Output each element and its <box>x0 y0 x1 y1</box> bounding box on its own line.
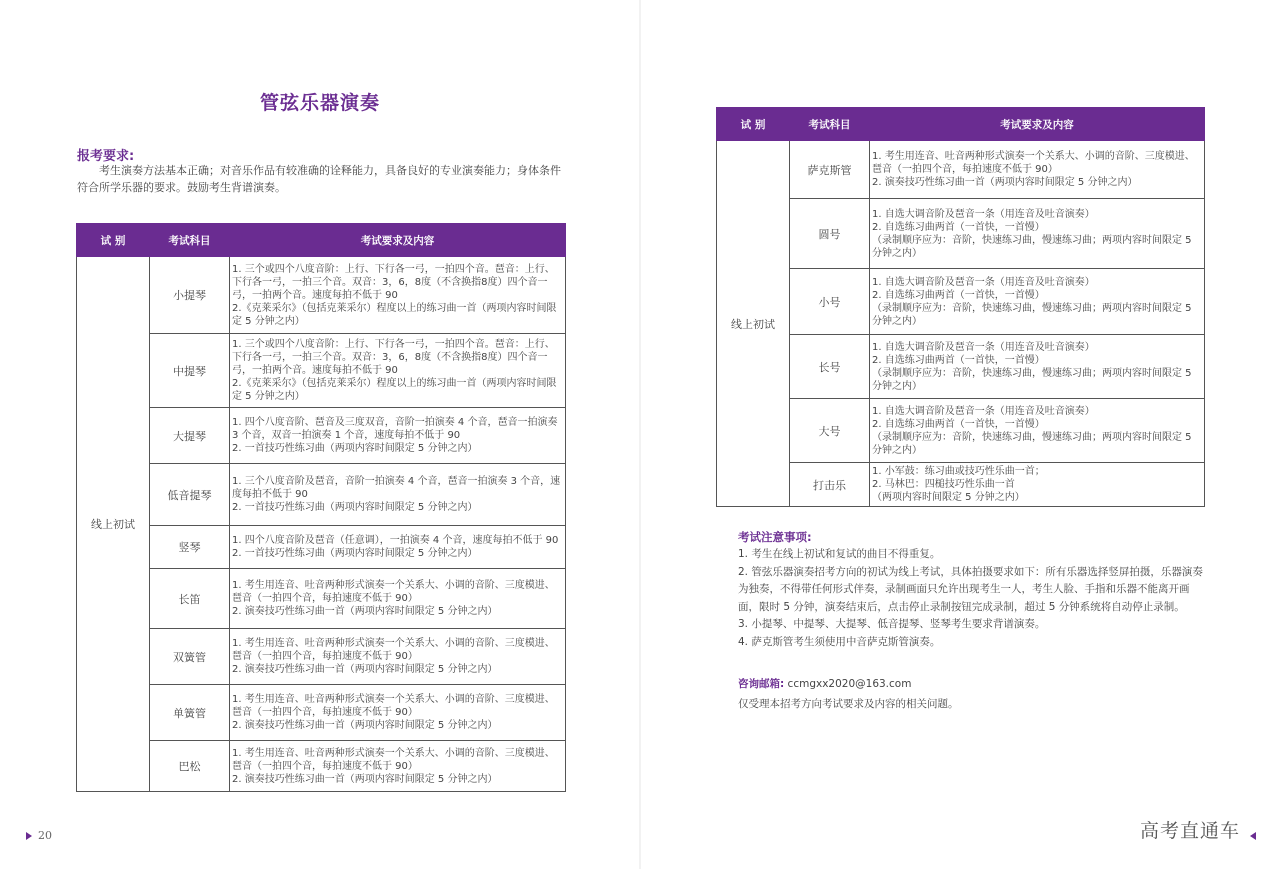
content-cell <box>230 526 566 569</box>
content-cell <box>230 629 566 685</box>
table-row <box>717 463 1205 507</box>
notes-list <box>738 546 1208 651</box>
table-row <box>77 334 566 408</box>
content-cell <box>870 399 1205 463</box>
subject-cell: 单簧管 <box>150 685 230 741</box>
subject-cell: 打击乐 <box>790 463 870 507</box>
subject-cell: 圆号 <box>790 199 870 269</box>
triangle-marker-icon <box>1250 832 1256 840</box>
content-cell <box>230 334 566 408</box>
note-item: 2. 管弦乐器演奏招考方向的初试为线上考试，具体拍摄要求如下：所有乐器选择竖屏拍摄，乐器演奏为独奏，不得带任何形式伴奏，录制画面只允许出现考生一人，考生人脸、手指和乐器不能离开画面，限时 5 分钟，演奏结束后，点击停止录制按钮完成录制，超过 5 分钟系统将自动停止录制。 <box>738 565 1203 613</box>
content-line: 1. 考生用连音、吐音两种形式演奏一个关系大、小调的音阶、三度模进、琶音（一拍四个音，每拍速度不低于 90） <box>232 747 555 772</box>
content-line: 1. 考生用连音、吐音两种形式演奏一个关系大、小调的音阶、三度模进、琶音（一拍四个音，每拍速度不低于 90） <box>232 580 555 604</box>
content-cell <box>230 408 566 464</box>
table-row <box>77 464 566 526</box>
content-line: （录制顺序应为：音阶，快速练习曲，慢速练习曲；两项内容时间限定 5 分钟之内） <box>872 234 1192 259</box>
content-line: （录制顺序应为：音阶，快速练习曲，慢速练习曲；两项内容时间限定 5 分钟之内） <box>872 431 1192 456</box>
content-line: 2.《克莱采尔》（包括克莱采尔）程度以上的练习曲一首（两项内容时间限定 5 分钟之内） <box>232 378 557 402</box>
table-row <box>717 269 1205 335</box>
content-line: 2. 演奏技巧性练习曲一首（两项内容时间限定 5 分钟之内） <box>232 664 498 675</box>
content-cell <box>230 257 566 334</box>
notes-heading: 考试注意事项: <box>738 530 812 544</box>
subject-cell: 竖琴 <box>150 526 230 569</box>
table-row <box>717 335 1205 399</box>
content-cell <box>870 463 1205 507</box>
subject-cell: 双簧管 <box>150 629 230 685</box>
requirements-heading: 报考要求: <box>77 149 135 164</box>
content-line: 2. 演奏技巧性练习曲一首（两项内容时间限定 5 分钟之内） <box>872 177 1138 188</box>
content-line: 1. 四个八度音阶及琶音（任意调），一拍演奏 4 个音，速度每拍不低于 90 <box>232 535 559 546</box>
content-line: 1. 三个八度音阶及琶音，音阶一拍演奏 4 个音，琶音一拍演奏 3 个音，速度每拍不低于 90 <box>232 476 561 500</box>
exam-table-right <box>716 107 1205 507</box>
table-row <box>77 685 566 741</box>
table-row <box>77 526 566 569</box>
content-line: 2. 演奏技巧性练习曲一首（两项内容时间限定 5 分钟之内） <box>232 720 498 731</box>
contact-line <box>738 676 911 691</box>
content-line: 2. 演奏技巧性练习曲一首（两项内容时间限定 5 分钟之内） <box>232 773 498 785</box>
content-cell <box>870 335 1205 399</box>
subject-cell: 大号 <box>790 399 870 463</box>
content-line: 1. 自选大调音阶及琶音一条（用连音及吐音演奏） <box>872 341 1095 353</box>
content-line: 2. 演奏技巧性练习曲一首（两项内容时间限定 5 分钟之内） <box>232 606 498 617</box>
content-cell <box>870 199 1205 269</box>
page-number <box>26 829 52 842</box>
content-line: 2. 马林巴：四槌技巧性乐曲一首 <box>872 479 1015 490</box>
contact-label: 咨询邮箱: <box>738 678 785 690</box>
subject-cell: 萨克斯管 <box>790 141 870 199</box>
content-line: 2. 自选练习曲两首（一首快，一首慢） <box>872 289 1045 301</box>
content-line: （录制顺序应为：音阶，快速练习曲，慢速练习曲；两项内容时间限定 5 分钟之内） <box>872 302 1192 327</box>
content-line: 1. 自选大调音阶及琶音一条（用连音及吐音演奏） <box>872 208 1095 220</box>
content-line: 1. 考生用连音、吐音两种形式演奏一个关系大、小调的音阶、三度模进、琶音（一拍四个音，每拍速度不低于 90） <box>232 638 555 662</box>
note-item: 4. 萨克斯管考生须使用中音萨克斯管演奏。 <box>738 635 941 648</box>
note-item: 1. 考生在线上初试和复试的曲目不得重复。 <box>738 548 941 560</box>
content-line: 1. 考生用连音、吐音两种形式演奏一个关系大、小调的音阶、三度模进、琶音（一拍四个音，每拍速度不低于 90） <box>232 694 555 718</box>
header-content: 考试要求及内容 <box>870 108 1205 141</box>
content-line: 1. 自选大调音阶及琶音一条（用连音及吐音演奏） <box>872 276 1095 288</box>
table-row <box>77 408 566 464</box>
table-row <box>717 199 1205 269</box>
page-number-text: 20 <box>38 829 52 842</box>
subject-cell: 长号 <box>790 335 870 399</box>
content-cell <box>870 141 1205 199</box>
content-line: 1. 小军鼓：练习曲或技巧性乐曲一首； <box>872 466 1045 477</box>
content-line: 1. 自选大调音阶及琶音一条（用连音及吐音演奏） <box>872 405 1095 417</box>
content-line: （录制顺序应为：音阶，快速练习曲，慢速练习曲；两项内容时间限定 5 分钟之内） <box>872 367 1192 392</box>
content-line: 1. 三个或四个八度音阶：上行、下行各一弓，一拍四个音。琶音：上行、下行各一弓，一拍三个音。双音：3，6，8度（不含换指8度）四个音一弓，一拍两个音。速度每拍不低于 90 <box>232 339 555 376</box>
subject-cell: 巴松 <box>150 741 230 792</box>
table-header-row <box>77 224 566 257</box>
table-row <box>77 569 566 629</box>
header-round: 试 别 <box>77 224 150 257</box>
table-row <box>717 399 1205 463</box>
content-line: 2. 一首技巧性练习曲（两项内容时间限定 5 分钟之内） <box>232 502 478 513</box>
table-row <box>77 741 566 792</box>
page-title: 管弦乐器演奏 <box>259 92 380 114</box>
header-subject: 考试科目 <box>790 108 870 141</box>
content-line: 1. 四个八度音阶、琶音及三度双音，音阶一拍演奏 4 个音，琶音一拍演奏 3 个音，双音一拍演奏 1 个音，速度每拍不低于 90 <box>232 417 558 441</box>
subject-cell: 小提琴 <box>150 257 230 334</box>
content-line: 2. 自选练习曲两首（一首快，一首慢） <box>872 221 1045 233</box>
subject-cell: 大提琴 <box>150 408 230 464</box>
content-line: 2. 一首技巧性练习曲（两项内容时间限定 5 分钟之内） <box>232 443 478 454</box>
round-cell: 线上初试 <box>77 257 150 792</box>
table-row <box>77 629 566 685</box>
contact-description: 仅受理本招考方向考试要求及内容的相关问题。 <box>738 698 959 710</box>
content-line: 2. 自选练习曲两首（一首快，一首慢） <box>872 418 1045 430</box>
content-cell <box>230 741 566 792</box>
note-item: 3. 小提琴、中提琴、大提琴、低音提琴、竖琴考生要求背谱演奏。 <box>738 618 1046 630</box>
header-round: 试 别 <box>717 108 790 141</box>
content-line: （两项内容时间限定 5 分钟之内） <box>872 492 1025 503</box>
round-cell: 线上初试 <box>717 141 790 507</box>
subject-cell: 小号 <box>790 269 870 335</box>
content-cell <box>230 464 566 526</box>
content-line: 2.《克莱采尔》（包括克莱采尔）程度以上的练习曲一首（两项内容时间限定 5 分钟之内） <box>232 302 557 327</box>
contact-email[interactable]: ccmgxx2020@163.com <box>787 678 912 690</box>
requirements-text: 考生演奏方法基本正确；对音乐作品有较准确的诠释能力，具备良好的专业演奏能力；身体条件符合所学乐器的要求。鼓励考生背谱演奏。 <box>77 164 561 194</box>
table-row <box>717 141 1205 199</box>
content-cell <box>230 569 566 629</box>
subject-cell: 低音提琴 <box>150 464 230 526</box>
content-line: 1. 考生用连音、吐音两种形式演奏一个关系大、小调的音阶、三度模进、琶音（一拍四个音，每拍速度不低于 90） <box>872 151 1195 175</box>
subject-cell: 长笛 <box>150 569 230 629</box>
header-subject: 考试科目 <box>150 224 230 257</box>
content-cell <box>870 269 1205 335</box>
subject-cell: 中提琴 <box>150 334 230 408</box>
content-cell <box>230 685 566 741</box>
corner-text: 高考直通车 <box>1140 820 1241 842</box>
content-line: 1. 三个或四个八度音阶：上行、下行各一弓，一拍四个音。琶音：上行、下行各一弓，一拍三个音。双音：3，6，8度（不含换指8度）四个音一弓，一拍两个音。速度每拍不低于 90 <box>232 263 555 301</box>
triangle-marker-icon <box>26 832 32 840</box>
table-header-row <box>717 108 1205 141</box>
content-line: 2. 一首技巧性练习曲（两项内容时间限定 5 分钟之内） <box>232 548 478 559</box>
exam-table-left <box>76 223 566 792</box>
header-content: 考试要求及内容 <box>230 224 566 257</box>
content-line: 2. 自选练习曲两首（一首快，一首慢） <box>872 354 1045 366</box>
table-row <box>77 257 566 334</box>
